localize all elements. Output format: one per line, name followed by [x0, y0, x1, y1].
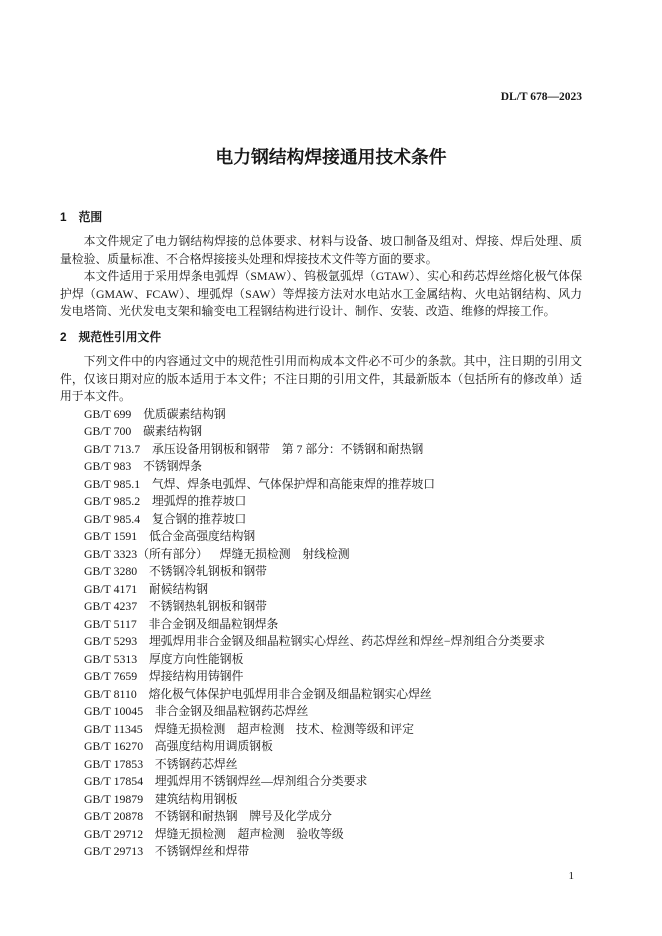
reference-title: 埋弧焊的推荐坡口 — [151, 494, 247, 508]
reference-code: GB/T 713.7 — [84, 441, 141, 456]
reference-code: GB/T 985.2 — [84, 494, 141, 508]
reference-title: 不锈钢和耐热钢 牌号及化学成分 — [154, 809, 332, 823]
reference-item — [60, 616, 582, 634]
reference-item — [60, 843, 582, 861]
reference-item — [60, 476, 582, 494]
reference-code: GB/T 3323（所有部分） — [84, 546, 208, 561]
reference-item — [60, 773, 582, 791]
reference-code: GB/T 8110 — [84, 686, 137, 701]
reference-item — [60, 791, 582, 809]
reference-code: GB/T 10045 — [84, 704, 144, 718]
reference-code: GB/T 4237 — [84, 599, 138, 613]
reference-title: 耐候结构钢 — [149, 581, 208, 596]
section-number: 2 — [60, 330, 67, 344]
reference-code: GB/T 699 — [84, 406, 132, 421]
reference-item — [60, 738, 582, 756]
reference-item — [60, 511, 582, 529]
reference-title: 焊缝无损检测 射线检测 — [219, 546, 350, 561]
reference-code: GB/T 985.1 — [84, 476, 141, 491]
reference-item — [60, 546, 582, 564]
reference-code: GB/T 29712 — [84, 826, 144, 841]
reference-item — [60, 633, 582, 651]
paragraph: 下列文件中的内容通过文中的规范性引用而构成本文件必不可少的条款。其中，注日期的引用文件，仅该日期对应的版本适用于本文件；不注日期的引用文件，其最新版本（包括所有的修改单）适用于本文件。 — [60, 354, 582, 403]
reference-item — [60, 423, 582, 441]
section-number: 1 — [60, 210, 67, 224]
section-title: 规范性引用文件 — [78, 330, 162, 344]
section-heading-scope — [60, 209, 102, 227]
reference-title: 焊缝无损检测 超声检测 技术、检测等级和评定 — [154, 721, 415, 736]
reference-code: GB/T 7659 — [84, 669, 138, 683]
reference-code: GB/T 985.4 — [84, 511, 141, 526]
paragraph: 本文件适用于采用焊条电弧焊（SMAW）、钨极氩弧焊（GTAW）、实心和药芯焊丝熔化极气体保护焊（GMAW、FCAW）、埋弧焊（SAW）等焊接方法对水电站水工金属结构、火电站钢结构、风力发电塔筒、光伏发电支架和输变电工程钢结构进行设计、制作、安装、改造、维修的焊接工作。 — [60, 269, 582, 318]
reference-title: 不锈钢药芯焊丝 — [154, 756, 238, 771]
reference-title: 优质碳素结构钢 — [143, 406, 226, 421]
document-title: 电力钢结构焊接通用技术条件 — [215, 147, 447, 167]
reference-title: 焊接结构用铸钢件 — [149, 669, 244, 683]
reference-item — [60, 598, 582, 616]
reference-title: 复合钢的推荐坡口 — [151, 511, 247, 526]
reference-item — [60, 406, 582, 424]
reference-item — [60, 458, 582, 476]
reference-item — [60, 826, 582, 844]
reference-title: 承压设备用钢板和钢带 第 7 部分：不锈钢和耐热钢 — [151, 441, 424, 456]
reference-code: GB/T 16270 — [84, 739, 144, 753]
reference-title: 碳素结构钢 — [143, 424, 203, 438]
section-body-scope — [60, 233, 582, 321]
reference-item — [60, 808, 582, 826]
reference-title: 高强度结构用调质钢板 — [154, 739, 273, 753]
reference-code: GB/T 5313 — [84, 651, 138, 666]
reference-item — [60, 721, 582, 739]
reference-code: GB/T 1591 — [84, 529, 138, 543]
reference-title: 不锈钢热轧钢板和钢带 — [149, 599, 267, 613]
reference-code: GB/T 4171 — [84, 581, 138, 596]
reference-code: GB/T 17853 — [84, 756, 144, 771]
reference-item — [60, 493, 582, 511]
reference-code: GB/T 17854 — [84, 774, 144, 788]
reference-item — [60, 651, 582, 669]
reference-title: 埋弧焊用不锈钢焊丝—焊剂组合分类要求 — [154, 774, 368, 788]
section-heading-normative-references — [60, 329, 161, 347]
reference-code: GB/T 29713 — [84, 844, 144, 858]
reference-title: 熔化极气体保护电弧焊用非合金钢及细晶粒钢实心焊丝 — [148, 686, 432, 701]
reference-code: GB/T 19879 — [84, 791, 144, 806]
reference-code: GB/T 11345 — [84, 721, 143, 736]
reference-list — [60, 406, 582, 861]
reference-item — [60, 756, 582, 774]
page-number: 1 — [568, 870, 574, 882]
reference-item — [60, 703, 582, 721]
reference-code: GB/T 3280 — [84, 564, 138, 578]
reference-item — [60, 686, 582, 704]
reference-title: 不锈钢焊条 — [143, 459, 203, 473]
reference-item — [60, 563, 582, 581]
reference-title: 非合金钢及细晶粒钢焊条 — [148, 616, 279, 631]
reference-code: GB/T 5293 — [84, 634, 138, 648]
section-title: 范围 — [78, 210, 103, 224]
reference-code: GB/T 983 — [84, 459, 132, 473]
reference-code: GB/T 700 — [84, 424, 132, 438]
reference-title: 建筑结构用钢板 — [154, 791, 238, 806]
reference-item — [60, 441, 582, 459]
reference-item — [60, 528, 582, 546]
paragraph: 本文件规定了电力钢结构焊接的总体要求、材料与设备、坡口制备及组对、焊接、焊后处理、质量检验、质量标准、不合格焊接接头处理和焊接技术文件等方面的要求。 — [60, 234, 582, 266]
reference-title: 不锈钢冷轧钢板和钢带 — [149, 564, 267, 578]
reference-title: 焊缝无损检测 超声检测 验收等级 — [154, 826, 344, 841]
reference-code: GB/T 5117 — [84, 616, 137, 631]
reference-item — [60, 581, 582, 599]
section-body-normative-references — [60, 353, 582, 861]
reference-title: 埋弧焊用非合金钢及细晶粒钢实心焊丝、药芯焊丝和焊丝−焊剂组合分类要求 — [149, 634, 545, 648]
reference-title: 非合金钢及细晶粒钢药芯焊丝 — [154, 704, 309, 718]
reference-item — [60, 668, 582, 686]
document-number: DL/T 678—2023 — [500, 91, 582, 103]
reference-code: GB/T 20878 — [84, 809, 144, 823]
reference-title: 低合金高强度结构钢 — [149, 529, 256, 543]
reference-title: 厚度方向性能钢板 — [149, 651, 244, 666]
reference-title: 不锈钢焊丝和焊带 — [154, 844, 250, 858]
reference-title: 气焊、焊条电弧焊、气体保护焊和高能束焊的推荐坡口 — [151, 476, 436, 491]
